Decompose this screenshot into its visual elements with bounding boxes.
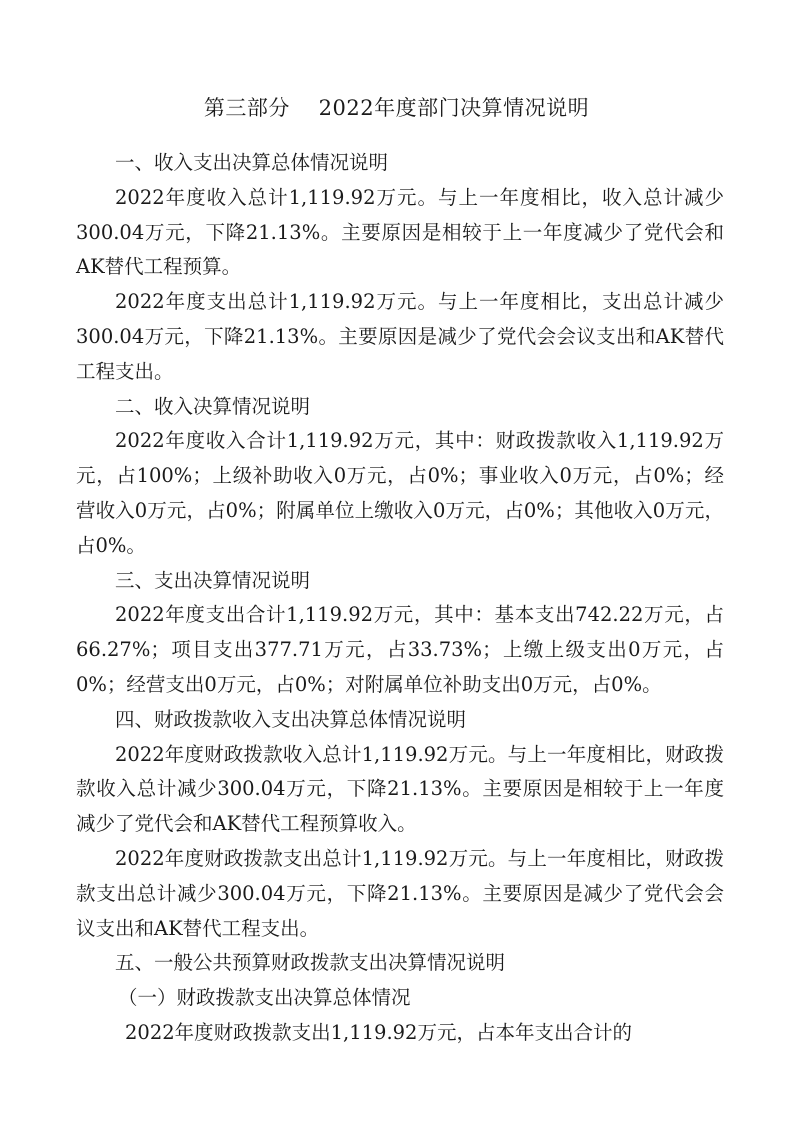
section-5 xyxy=(76,946,724,1050)
section-1 xyxy=(76,146,724,390)
paragraph: 2022年度财政拨款收入总计1,119.92万元。与上一年度相比，财政拨款收入总计减少300.04万元，下降21.13%。主要原因是相较于上一年度减少了党代会和AK替代工程预算收入。 xyxy=(76,742,724,836)
section-heading: 二、收入决算情况说明 xyxy=(115,394,311,418)
section-4 xyxy=(76,703,724,947)
section-2 xyxy=(76,390,724,564)
paragraph: 2022年度财政拨款支出总计1,119.92万元。与上一年度相比，财政拨款支出总计减少300.04万元，下降21.13%。主要原因是减少了党代会会议支出和AK替代工程支出。 xyxy=(76,846,724,940)
paragraph: 2022年度支出总计1,119.92万元。与上一年度相比，支出总计减少300.04万元，下降21.13%。主要原因是减少了党代会会议支出和AK替代工程支出。 xyxy=(76,290,724,383)
paragraph: 2022年度财政拨款支出1,119.92万元，占本年支出合计的 xyxy=(125,1020,632,1044)
document-body xyxy=(76,146,724,1051)
paragraph: 2022年度收入总计1,119.92万元。与上一年度相比，收入总计减少300.04万元，下降21.13%。主要原因是相较于上一年度减少了党代会和AK替代工程预算。 xyxy=(76,185,724,279)
paragraph: 2022年度收入合计1,119.92万元，其中：财政拨款收入1,119.92万元，占100%；上级补助收入0万元，占0%；事业收入0万元，占0%；经营收入0万元，占0%；附属单位上缴收入0万元，占0%；其他收入0万元，占0%。 xyxy=(76,429,724,557)
section-heading: 五、一般公共预算财政拨款支出决算情况说明 xyxy=(115,951,506,975)
subsection-heading: （一）财政拨款支出决算总体情况 xyxy=(118,986,411,1010)
section-heading: 一、收入支出决算总体情况说明 xyxy=(115,151,389,174)
section-3 xyxy=(76,564,724,703)
section-heading: 四、财政拨款收入支出决算总体情况说明 xyxy=(115,707,467,731)
page-title: 第三部分 2022年度部门决算情况说明 xyxy=(203,96,590,120)
section-heading: 三、支出决算情况说明 xyxy=(115,568,311,592)
paragraph: 2022年度支出合计1,119.92万元，其中：基本支出742.22万元，占66.27%；项目支出377.71万元，占33.73%；上缴上级支出0万元，占0%；经营支出0万元，占0%；对附属单位补助支出0万元，占0%。 xyxy=(76,603,724,696)
